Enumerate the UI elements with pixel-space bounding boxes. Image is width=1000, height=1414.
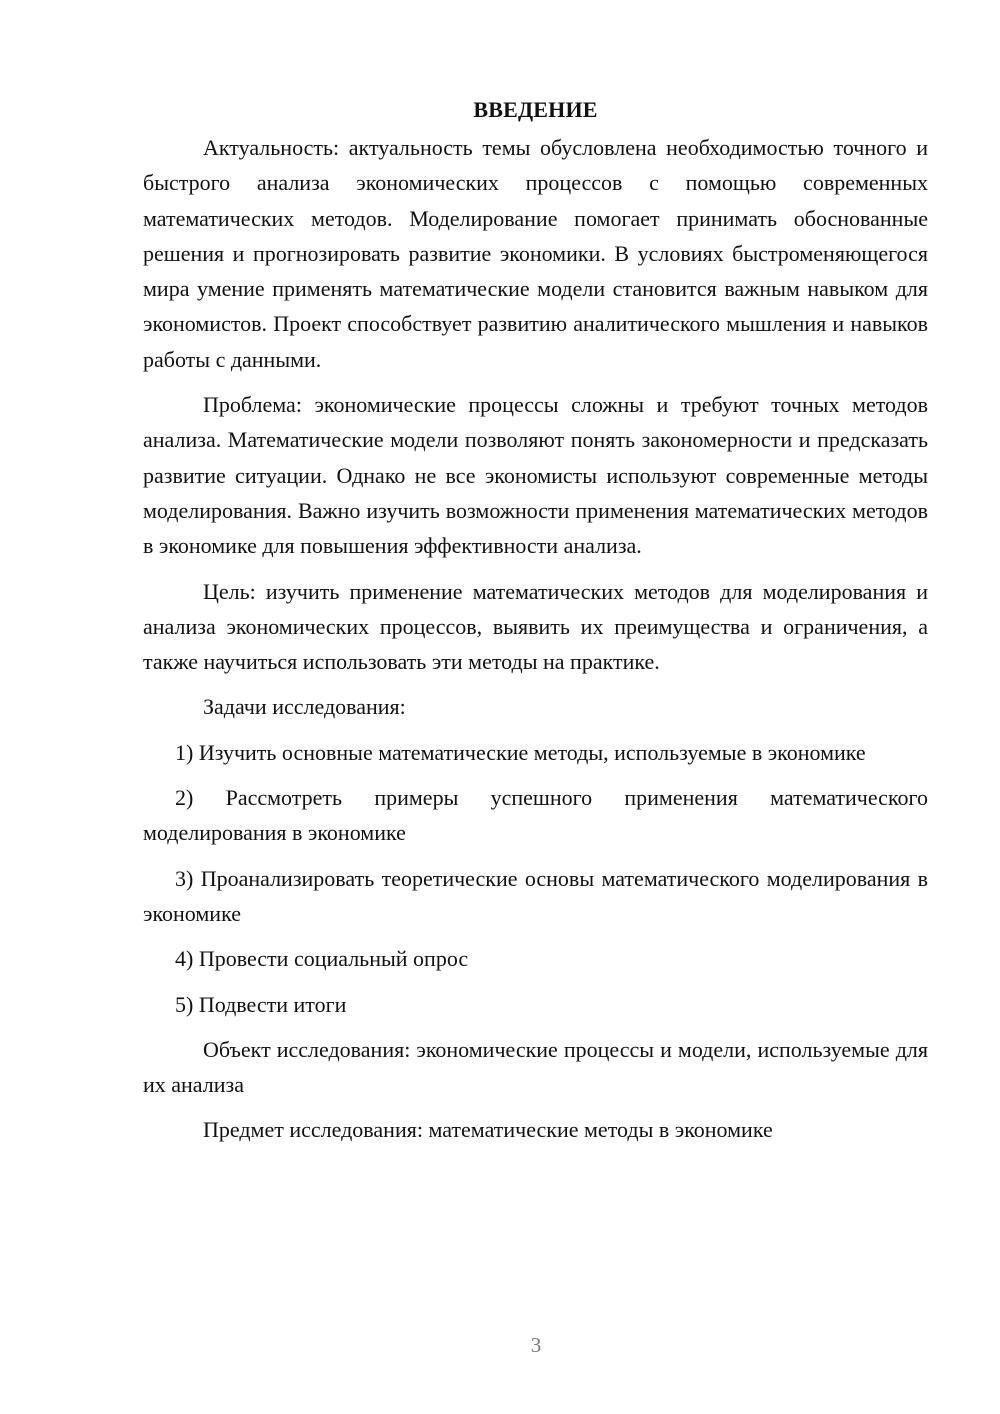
page-title: ВВЕДЕНИЕ — [473, 97, 598, 122]
task-item-3: 3) Проанализировать теоретические основы математического моделирования в экономике — [143, 865, 928, 926]
tasks-heading: Задачи исследования: — [203, 694, 406, 720]
paragraph-subject: Предмет исследования: математические методы в экономике — [203, 1117, 773, 1143]
paragraph-relevance: Актуальность: актуальность темы обусловлена необходимостью точного и быстрого анализа экономических процессов с помощью современных математических методов. Моделирование помогает принимать обоснованные решения и прогнозировать развитие экономики. В условиях быстроменяющегося мира умение применять математические модели становится важным навыком для экономистов. Проект способствует развитию аналитического мышления и навыков работы с данными. — [143, 135, 928, 372]
paragraph-goal: Цель: изучить применение математических методов для моделирования и анализа экономических процессов, выявить их преимущества и ограничения, а также научиться использовать эти методы на практике. — [143, 578, 928, 675]
paragraph-object: Объект исследования: экономические процессы и модели, используемые для их анализа — [143, 1036, 928, 1098]
document-page — [143, 90, 928, 1148]
task-item-5: 5) Подвести итоги — [175, 991, 347, 1017]
page-number: 3 — [530, 1333, 542, 1357]
task-item-4: 4) Провести социальный опрос — [175, 946, 469, 972]
paragraph-problem: Проблема: экономические процессы сложны и требуют точных методов анализа. Математические модели позволяют понять закономерности и предсказать развитие ситуации. Однако не все экономисты используют современные методы моделирования. Важно изучить возможности применения математических методов в экономике для повышения эффективности анализа. — [143, 392, 928, 559]
task-item-1: 1) Изучить основные математические методы, используемые в экономике — [175, 739, 866, 765]
task-item-2: 2) Рассмотреть примеры успешного применения математического моделирования в экономике — [143, 785, 928, 846]
